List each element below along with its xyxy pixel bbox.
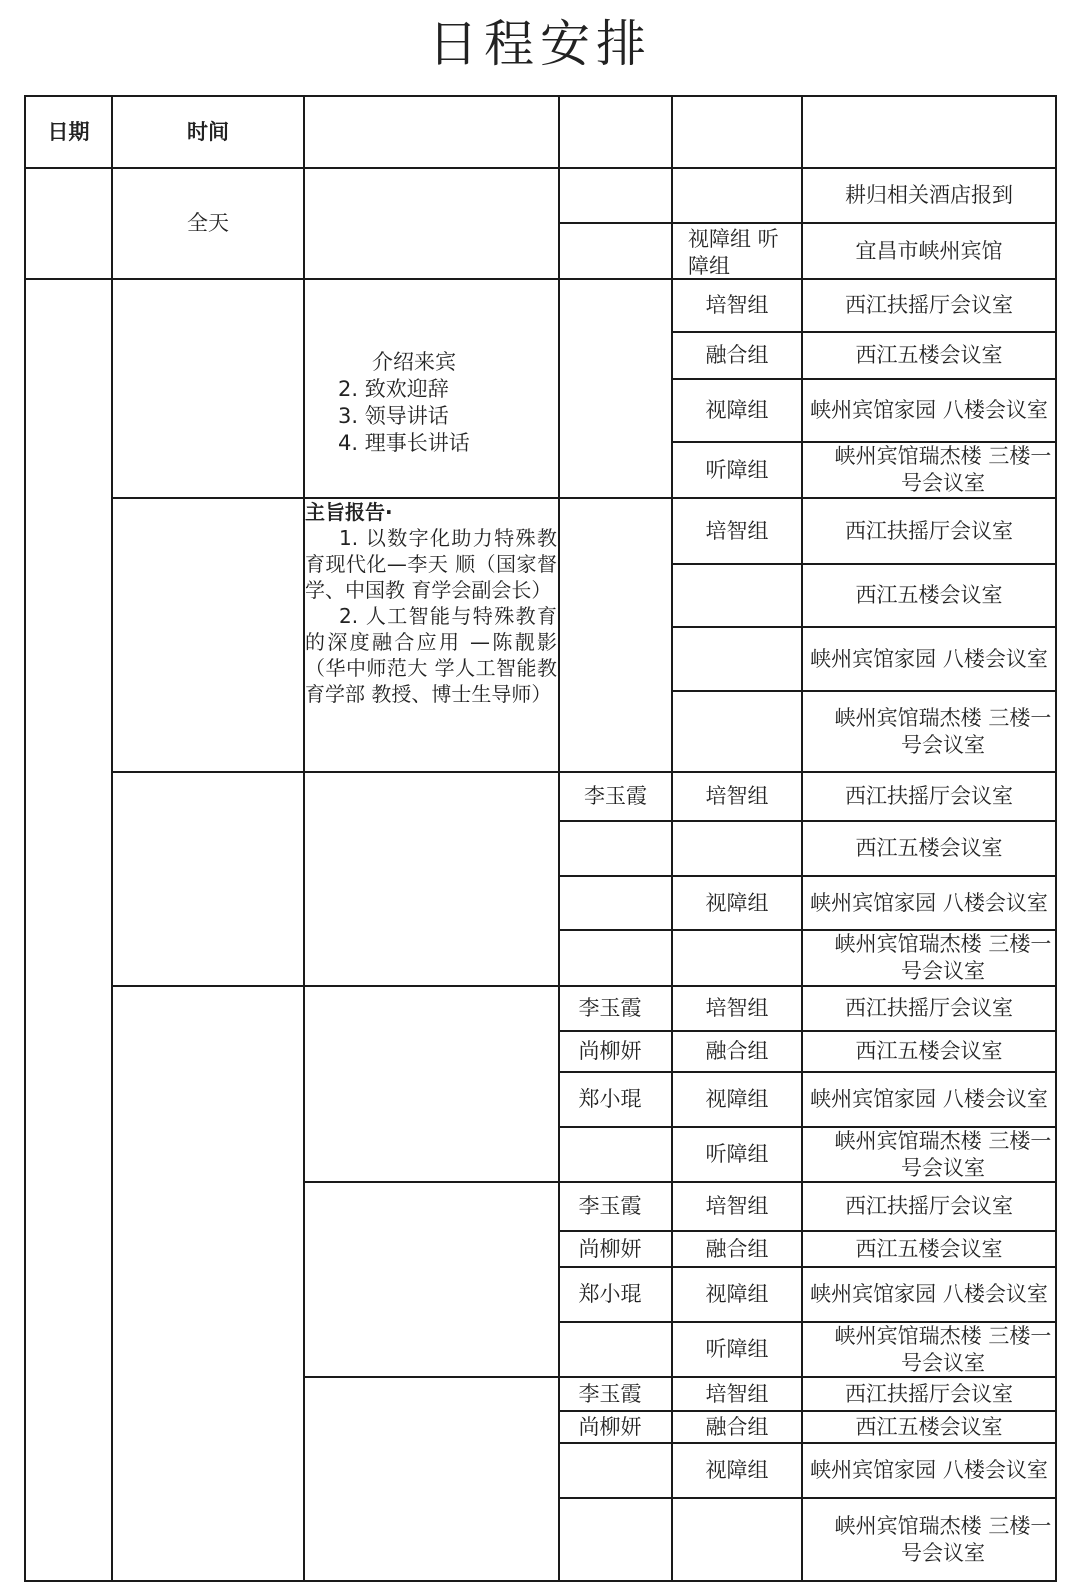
agenda-item: 2. 致欢迎辞 (338, 377, 449, 401)
col-line (558, 95, 560, 1582)
agenda-item: 3. 领导讲话 (338, 404, 449, 428)
venue-cell: 峡州宾馆瑞杰楼 三楼一号会议室 (834, 444, 1052, 495)
venue-cell: 西江扶摇厅会议室 (845, 784, 1013, 808)
group-cell: 融合组 (705, 1236, 769, 1261)
group-cell: 培智组 (705, 784, 769, 808)
venue-cell: 峡州宾馆家园 八楼会议室 (810, 646, 1048, 671)
group-cell: 培智组 (705, 518, 769, 543)
group-cell: 视障组 (705, 398, 769, 422)
header-time: 时间 (187, 119, 229, 144)
page-title: 日程安排 (428, 15, 652, 73)
venue-cell: 峡州宾馆瑞杰楼 三楼一号会议室 (834, 705, 1052, 757)
group-cell: 听障组 (705, 1337, 769, 1361)
allday-venue-1: 耕归相关酒店报到 (845, 183, 1013, 207)
keynote-report (305, 499, 557, 707)
opening-agenda-list (338, 349, 553, 457)
host-cell: 尚柳妍 (578, 1236, 642, 1261)
keynote-title: 主旨报告· (305, 500, 393, 524)
group-cell: 培智组 (705, 293, 769, 317)
group-cell: 培智组 (705, 1194, 769, 1218)
venue-cell: 峡州宾馆家园 八楼会议室 (810, 398, 1048, 422)
venue-cell: 峡州宾馆瑞杰楼 三楼一号会议室 (834, 1513, 1052, 1565)
venue-cell: 西江扶摇厅会议室 (845, 996, 1013, 1020)
group-cell: 视障组 (705, 1087, 769, 1111)
group-cell: 视障组 (705, 1458, 769, 1482)
host-cell: 李玉霞 (578, 996, 642, 1020)
venue-cell: 西江五楼会议室 (855, 1039, 1003, 1063)
host-cell: 李玉霞 (578, 1194, 642, 1218)
allday-group-2: 视障组 听障组 (688, 227, 779, 278)
group-cell: 培智组 (705, 1381, 769, 1406)
group-cell: 视障组 (705, 1282, 769, 1306)
venue-cell: 西江扶摇厅会议室 (845, 293, 1013, 317)
agenda-item: 4. 理事长讲话 (338, 431, 470, 455)
keynote-line: 2. 人工智能与特殊教育的深度融合应用 —陈靓影（华中师范大 学人工智能教育学部 教授、博士生导师） (305, 604, 557, 706)
venue-cell: 西江五楼会议室 (855, 836, 1003, 860)
venue-cell: 西江扶摇厅会议室 (845, 1381, 1013, 1406)
col-line (303, 95, 305, 1582)
venue-cell: 西江五楼会议室 (855, 583, 1003, 607)
venue-cell: 峡州宾馆家园 八楼会议室 (810, 1282, 1048, 1306)
host-cell: 尚柳妍 (578, 1414, 642, 1439)
host-cell: 尚柳妍 (578, 1039, 642, 1063)
host-cell: 李玉霞 (578, 1381, 642, 1406)
group-cell: 融合组 (705, 1414, 769, 1439)
col-line (111, 95, 113, 1582)
venue-cell: 峡州宾馆家园 八楼会议室 (810, 1458, 1048, 1482)
table-border-right (1055, 95, 1057, 1582)
venue-cell: 峡州宾馆瑞杰楼 三楼一号会议室 (834, 1128, 1052, 1180)
venue-cell: 峡州宾馆家园 八楼会议室 (810, 1087, 1048, 1111)
table-border-left (24, 95, 26, 1582)
table-border-bottom (24, 1580, 1057, 1582)
group-cell: 融合组 (705, 343, 769, 367)
group-cell: 听障组 (705, 1142, 769, 1166)
group-cell: 视障组 (705, 890, 769, 915)
venue-cell: 西江五楼会议室 (855, 343, 1003, 367)
host-cell: 李玉霞 (584, 784, 647, 808)
venue-cell: 西江五楼会议室 (855, 1236, 1003, 1261)
header-date: 日期 (47, 119, 90, 144)
allday-venue-2: 宜昌市峡州宾馆 (855, 238, 1003, 263)
venue-cell: 峡州宾馆家园 八楼会议室 (810, 890, 1048, 915)
venue-cell: 西江扶摇厅会议室 (845, 1194, 1013, 1218)
venue-cell: 峡州宾馆瑞杰楼 三楼一号会议室 (834, 932, 1052, 983)
venue-cell: 西江五楼会议室 (855, 1414, 1003, 1439)
venue-cell: 西江扶摇厅会议室 (845, 518, 1013, 543)
host-cell: 郑小琨 (578, 1282, 642, 1306)
group-cell: 培智组 (705, 996, 769, 1020)
venue-cell: 峡州宾馆瑞杰楼 三楼一号会议室 (834, 1323, 1052, 1375)
keynote-line: 1. 以数字化助力特殊教育现代化—李天 顺（国家督学、中国教 育学会副会长） (305, 526, 557, 602)
group-cell: 融合组 (705, 1039, 769, 1063)
agenda-item: 介绍来宾 (372, 350, 456, 374)
allday-time: 全天 (187, 210, 229, 235)
group-cell: 听障组 (705, 457, 769, 482)
host-cell: 郑小琨 (578, 1087, 642, 1111)
